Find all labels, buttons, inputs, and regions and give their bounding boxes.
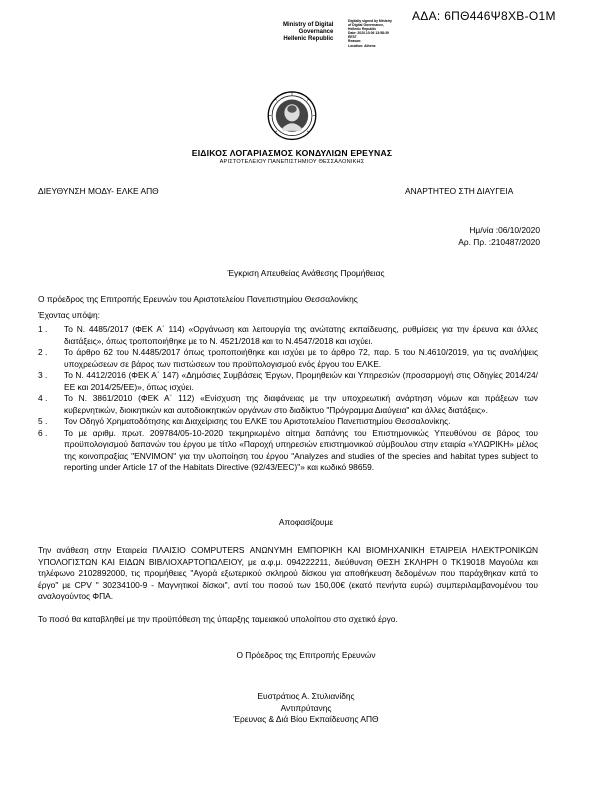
protocol-number: Αρ. Πρ. :210487/2020 (458, 236, 540, 247)
gov-stamp-line: Reason: (348, 39, 362, 44)
award-paragraph: Την ανάθεση στην Εταιρεία ΠΛΑΙΣΙΟ COMPUTERS ΑΝΩΝΥΜΗ ΕΜΠΟΡΙΚΗ ΚΑΙ ΒΙΟΜΗΧΑΝΙΚΗ ΕΤΑΙΡΕΙΑ ΗΛΕΚΤΡΟΝΙΚΩΝ ΥΠΟΛΟΓΙΣΤΩΝ ΚΑΙ ΕΙΔΩΝ ΒΙΒΛΙΟΧΑΡΤΟΠΩΛΕΙΟΥ, με α.φ.μ. 094222211, διεύθυνση ΘΕΣΗ ΣΚΛΗΡΗ 0 ΤΚ19018 Μαγούλα και τηλέφωνο 2102892000, τις προμήθειες "Αγορά εξωτερικού σκληρού δίσκου για αποθήκευση δεδομένων που παράχθηκαν κατά το έργο" με CPV " 30234100-9 - Μαγνητικοί δίσκοι", αντί του ποσού των 150,00€ (εκατό πενήντα ευρώ) συμπεριλαμβανομένου του αναλογούντος ΦΠΑ. (38, 545, 538, 601)
item-number: 4 . (38, 393, 48, 403)
gov-stamp-line: EEST (348, 35, 357, 40)
gov-stamp-line: Digitally signed by Ministry (348, 19, 392, 23)
gov-stamp-line: of Digital Governance, (348, 23, 384, 28)
gov-stamp-line: Hellenic Republic (348, 27, 377, 32)
signer-office: Έρευνας & Διά Βίου Εκπαίδευσης ΑΠΘ (233, 714, 379, 724)
department-label: ΔΙΕΥΘΥΝΣΗ ΜΟΔΥ- ΕΛΚΕ ΑΠΘ (38, 186, 159, 196)
organization-name: ΕΙΔΙΚΟΣ ΛΟΓΑΡΙΑΣΜΟΣ ΚΟΝΔΥΛΙΩΝ ΕΡΕΥΝΑΣ (191, 148, 393, 158)
considerations-list (38, 324, 538, 474)
payment-paragraph: Το ποσό θα καταβληθεί με την προϋπόθεση της ύπαρξης ταμειακού υπολοίπου στο σχετικό έργο. (38, 614, 398, 624)
item-text: Το Ν. 4485/2017 (ΦΕΚ Α΄ 114) «Οργάνωση και λειτουργία της ανώτατης εκπαίδευσης, ρυθμίσεις για την έρευνα και άλλες διατάξεις», όπως τροποποιήθηκε με το Ν. 4521/2018 και το Ν.4547/2018 και ισχύει. (64, 324, 538, 346)
item-number: 2 . (38, 347, 48, 357)
list-item (38, 347, 538, 370)
signature-block (160, 691, 452, 726)
gov-stamp-line: Location: Athens (348, 43, 376, 48)
organization-header (150, 148, 434, 165)
list-item (38, 324, 538, 347)
ada-code: ΑΔΑ: 6ΠΘ446Ψ8ΧΒ-Ο1Μ (412, 9, 556, 23)
item-number: 5 . (38, 416, 48, 426)
item-text: Το Ν. 4412/2016 (ΦΕΚ Α΄ 147) «Δημόσιες Συμβάσεις Έργων, Προμηθειών και Υπηρεσιών (προσαρμογή στις Οδηγίες 2014/24/ΕΕ και 2014/25/ΕΕ)», όπως ισχύει. (64, 370, 538, 392)
item-text: Το Ν. 3861/2010 (ΦΕΚ Α΄ 112) «Ενίσχυση της διαφάνειας με την υποχρεωτική ανάρτηση νόμων και πράξεων των κυβερνητικών, διοικητικών και αυτοδιοικητικών οργάνων στο διαδίκτυο "Πρόγραμμα Διαύγεια" και άλλες διατάξεις». (64, 393, 538, 415)
decision-heading: Αποφασίζουμε (278, 517, 334, 527)
item-number: 1 . (38, 324, 48, 334)
gov-stamp-line: Date: 2020.10.06 13:58:39 (348, 31, 389, 36)
intro-line: Ο πρόεδρος της Επιτροπής Ερευνών του Αριστοτελείου Πανεπιστημίου Θεσσαλονίκης (38, 294, 358, 304)
organization-subtitle: ΑΡΙΣΤΟΤΕΛΕΙΟΥ ΠΑΝΕΠΙΣΤΗΜΙΟΥ ΘΕΣΣΑΛΟΝΙΚΗΣ (219, 159, 365, 165)
item-number: 6 . (38, 427, 48, 438)
closing-line: Ο Πρόεδρος της Επιτροπής Ερευνών (236, 650, 376, 660)
item-number: 3 . (38, 370, 48, 380)
posting-notice: ΑΝΑΡΤΗΤΕΟ ΣΤΗ ΔΙΑΥΓΕΙΑ (405, 186, 514, 196)
signer-role: Αντιπρύτανης (280, 702, 332, 713)
list-item (38, 428, 538, 474)
having-regard-label: Έχοντας υπόψη: (38, 310, 100, 320)
document-date: Ημ/νία :06/10/2020 (469, 225, 540, 235)
document-meta (340, 225, 540, 248)
gov-stamp-right (348, 19, 392, 48)
signer-name: Ευστράτιος Α. Στυλιανίδης (257, 691, 355, 701)
gov-stamp-line: Governance (298, 29, 334, 35)
list-item (38, 370, 538, 393)
item-text: Το άρθρο 62 του Ν.4485/2017 όπως τροποποιήθηκε και ισχύει με το άρθρο 72, παρ. 5 του Ν.4610/2019, για τις αναλήψεις υποχρεώσεων σε βάρος των πιστώσεων του προϋπολογισμού ενός έργου του ΕΛΚΕ. (64, 347, 538, 369)
list-item (38, 416, 538, 428)
document-title: Έγκριση Απευθείας Ανάθεσης Προμήθειας (227, 268, 385, 278)
gov-stamp-line: Hellenic Republic (283, 36, 334, 42)
gov-stamp-line: Ministry of Digital (283, 22, 334, 28)
list-item (38, 393, 538, 416)
gov-stamp-left (283, 22, 333, 43)
item-text: Τον Οδηγό Χρηματοδότησης και Διαχείρισης του ΕΛΚΕ του Αριστοτελείου Πανεπιστημίου Θεσσαλονίκης. (64, 416, 451, 426)
item-text: Το με αριθμ. πρωτ. 209784/05-10-2020 τεκμηριωμένο αίτημα δαπάνης του Επιστημονικώς Υπευθύνου σε βάρος του προϋπολογισμού δαπανών του έργου με τίτλο «Παροχή υπηρεσιών επιστημονικού σύμβουλου στην εταιρία «ΥΛΩΡΙΚΗ» μέλος της κοινοπραξίας "ENVIMON" για την υλοποίηση του έργου "Analyzes and studies of the species and habitat types subject to reporting under Article 17 of the Habitats Directive (92/43/EEC)"» και κωδικό 98659. (64, 427, 538, 472)
